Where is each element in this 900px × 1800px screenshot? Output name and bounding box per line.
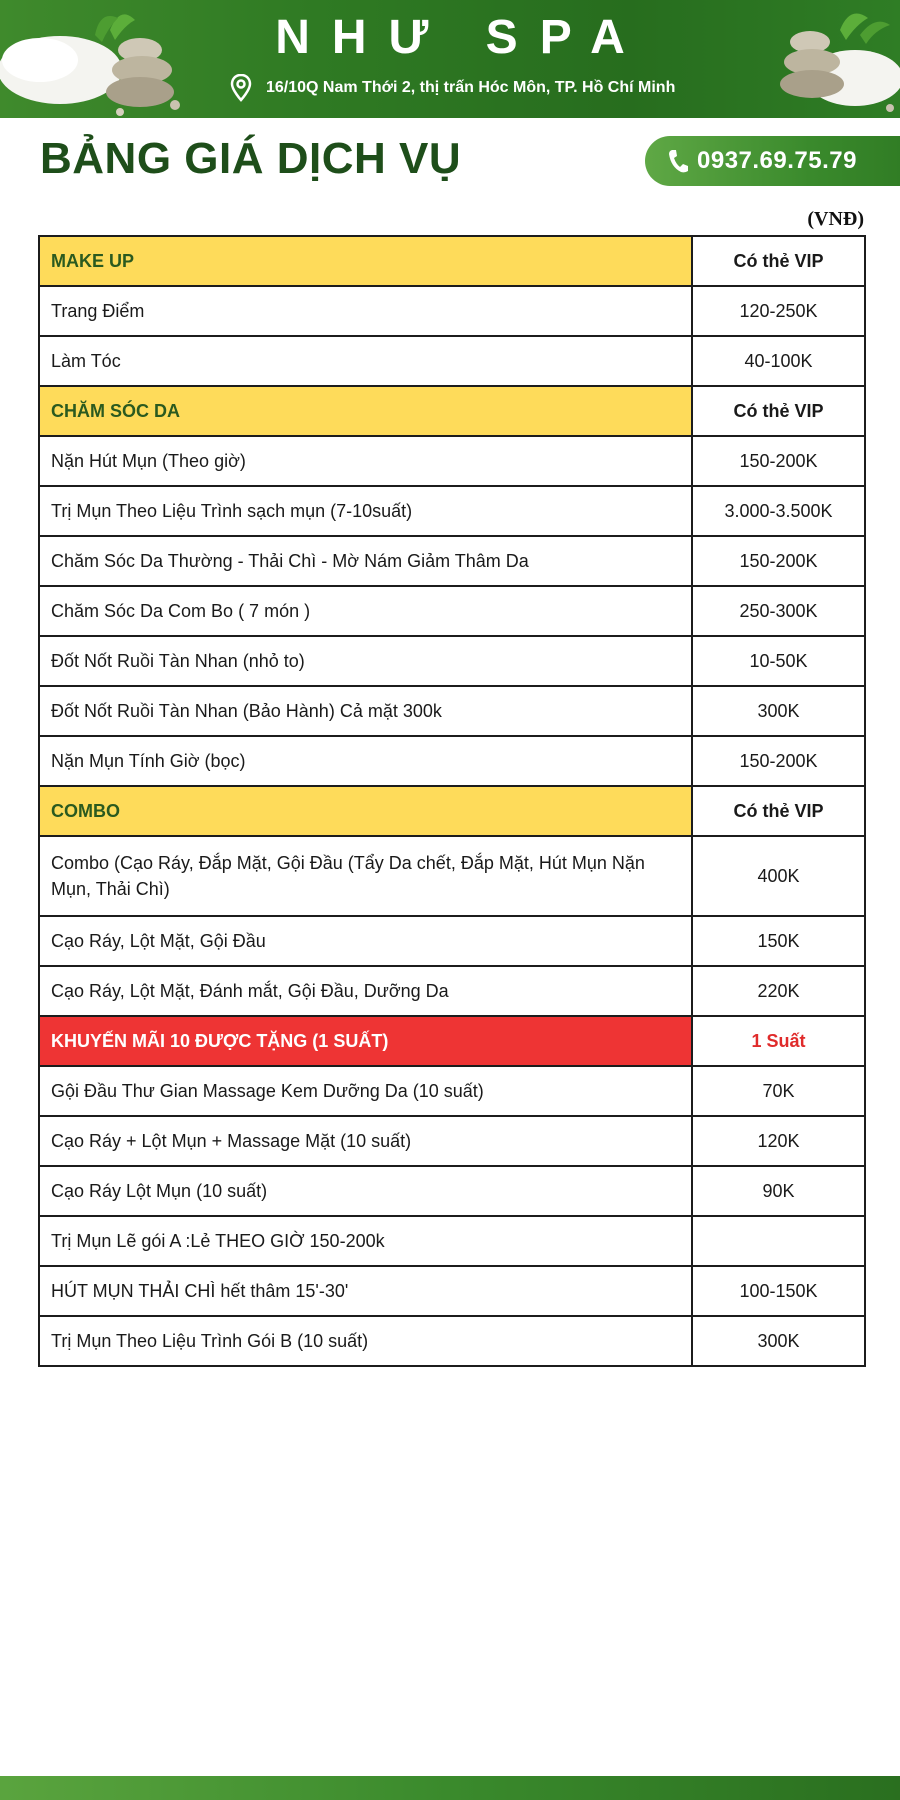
- price-table-body: [39, 236, 865, 1366]
- service-name: Trị Mụn Theo Liệu Trình sạch mụn (7-10suất): [39, 486, 692, 536]
- category-name: CHĂM SÓC DA: [39, 386, 692, 436]
- service-price: 10-50K: [692, 636, 865, 686]
- service-price: 150-200K: [692, 436, 865, 486]
- service-row: [39, 736, 865, 786]
- service-row: [39, 536, 865, 586]
- phone-icon: [667, 148, 689, 174]
- service-price: 150-200K: [692, 736, 865, 786]
- spa-name: NHƯ SPA: [275, 11, 647, 64]
- promo-row: [39, 1016, 865, 1066]
- service-name: Chăm Sóc Da Thường - Thải Chì - Mờ Nám Giảm Thâm Da: [39, 536, 692, 586]
- price-table: [38, 235, 866, 1367]
- service-row: [39, 1166, 865, 1216]
- service-price: 300K: [692, 686, 865, 736]
- service-name: Trị Mụn Theo Liệu Trình Gói B (10 suất): [39, 1316, 692, 1366]
- service-name: Làm Tóc: [39, 336, 692, 386]
- service-price: 70K: [692, 1066, 865, 1116]
- service-name: Cạo Ráy, Lột Mặt, Đánh mắt, Gội Đầu, Dưỡng Da: [39, 966, 692, 1016]
- category-row: [39, 386, 865, 436]
- service-price: [692, 1216, 865, 1266]
- category-row: [39, 786, 865, 836]
- service-row: [39, 916, 865, 966]
- service-price: 300K: [692, 1316, 865, 1366]
- service-row: [39, 966, 865, 1016]
- service-price: 3.000-3.500K: [692, 486, 865, 536]
- service-price: 40-100K: [692, 336, 865, 386]
- location-pin-icon: [230, 74, 252, 102]
- service-row: [39, 636, 865, 686]
- category-name: COMBO: [39, 786, 692, 836]
- category-name: MAKE UP: [39, 236, 692, 286]
- service-name: Đốt Nốt Ruồi Tàn Nhan (nhỏ to): [39, 636, 692, 686]
- category-price-label: 1 Suất: [692, 1016, 865, 1066]
- service-name: HÚT MỤN THẢI CHÌ hết thâm 15'-30': [39, 1266, 692, 1316]
- service-price: 120K: [692, 1116, 865, 1166]
- service-price: 150K: [692, 916, 865, 966]
- service-name: Gội Đầu Thư Gian Massage Kem Dưỡng Da (10 suất): [39, 1066, 692, 1116]
- service-row: [39, 1216, 865, 1266]
- service-row: [39, 286, 865, 336]
- address: [230, 74, 675, 102]
- service-row: [39, 436, 865, 486]
- category-price-label: Có thẻ VIP: [692, 386, 865, 436]
- service-price: 400K: [692, 836, 865, 916]
- service-price: 220K: [692, 966, 865, 1016]
- service-price: 120-250K: [692, 286, 865, 336]
- category-name: KHUYẾN MÃI 10 ĐƯỢC TẶNG (1 SUẤT): [39, 1016, 692, 1066]
- phone-badge[interactable]: [645, 136, 900, 186]
- service-name: Cạo Ráy Lột Mụn (10 suất): [39, 1166, 692, 1216]
- service-name: Đốt Nốt Ruồi Tàn Nhan (Bảo Hành) Cả mặt 300k: [39, 686, 692, 736]
- category-price-label: Có thẻ VIP: [692, 786, 865, 836]
- service-name: Cạo Ráy + Lột Mụn + Massage Mặt (10 suất): [39, 1116, 692, 1166]
- service-row: [39, 1266, 865, 1316]
- header-banner: [0, 0, 900, 118]
- service-row: [39, 586, 865, 636]
- service-row: [39, 486, 865, 536]
- page-title: BẢNG GIÁ DỊCH VỤ: [40, 134, 462, 183]
- service-price: 150-200K: [692, 536, 865, 586]
- category-price-label: Có thẻ VIP: [692, 236, 865, 286]
- service-row: [39, 836, 865, 916]
- service-row: [39, 1316, 865, 1366]
- service-name: Nặn Hút Mụn (Theo giờ): [39, 436, 692, 486]
- footer-bar: [0, 1776, 900, 1800]
- service-row: [39, 1066, 865, 1116]
- service-name: Trang Điểm: [39, 286, 692, 336]
- service-row: [39, 336, 865, 386]
- service-name: Cạo Ráy, Lột Mặt, Gội Đầu: [39, 916, 692, 966]
- phone-number: 0937.69.75.79: [697, 147, 857, 174]
- service-name: Combo (Cạo Ráy, Đắp Mặt, Gội Đầu (Tẩy Da chết, Đắp Mặt, Hút Mụn Nặn Mụn, Thải Chì): [39, 836, 692, 916]
- service-row: [39, 1116, 865, 1166]
- service-name: Nặn Mụn Tính Giờ (bọc): [39, 736, 692, 786]
- service-price: 90K: [692, 1166, 865, 1216]
- category-row: [39, 236, 865, 286]
- service-price: 250-300K: [692, 586, 865, 636]
- service-name: Trị Mụn Lẽ gói A :Lẻ THEO GIỜ 150-200k: [39, 1216, 692, 1266]
- currency-note: (VNĐ): [807, 208, 864, 230]
- address-text: 16/10Q Nam Thới 2, thị trấn Hóc Môn, TP. Hồ Chí Minh: [266, 79, 676, 96]
- service-row: [39, 686, 865, 736]
- service-price: 100-150K: [692, 1266, 865, 1316]
- service-name: Chăm Sóc Da Com Bo ( 7 món ): [39, 586, 692, 636]
- stones-bamboo-decoration-icon: [750, 0, 900, 118]
